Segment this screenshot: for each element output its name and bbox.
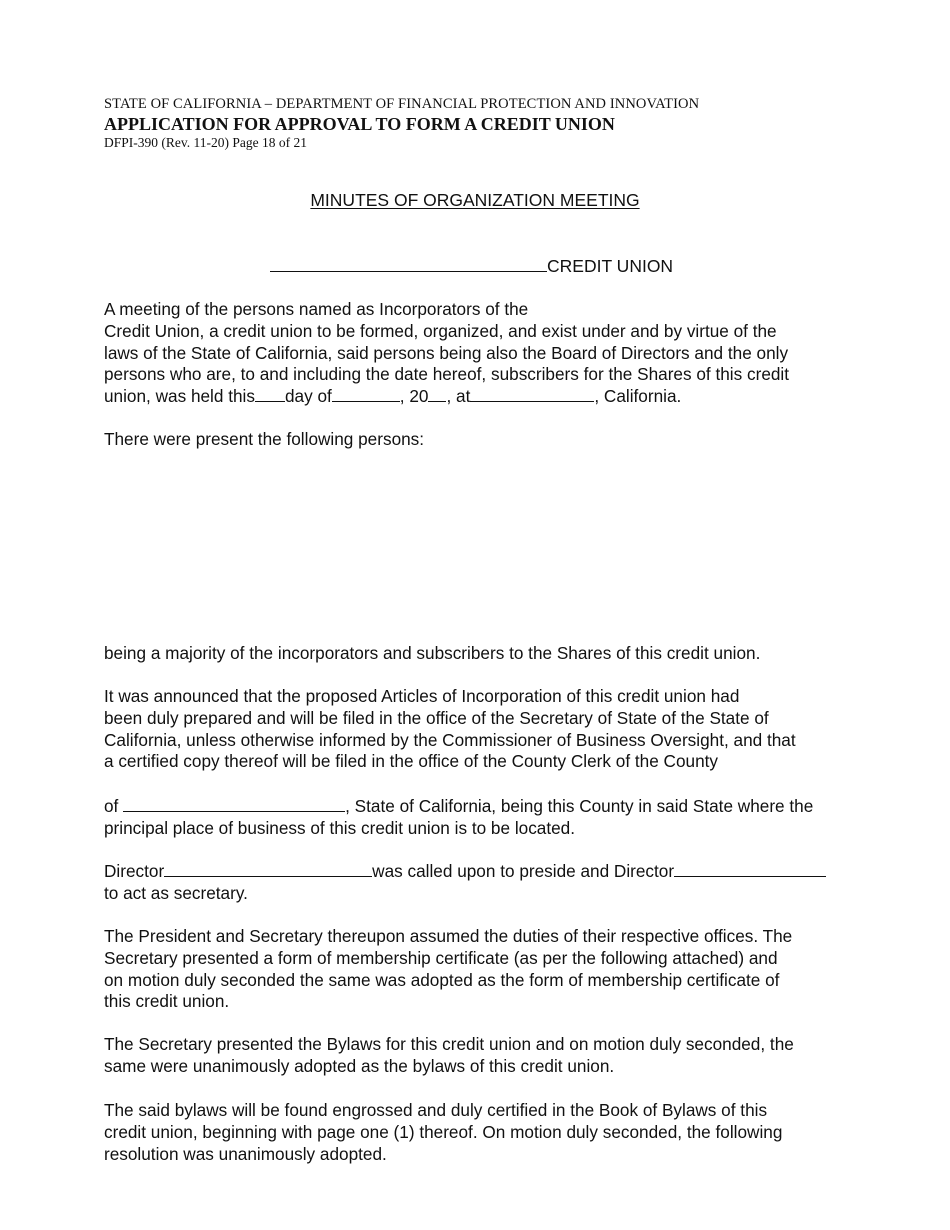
county-line bbox=[104, 796, 864, 818]
paragraph-line: been duly prepared and will be filed in the office of the Secretary of State of the State of bbox=[104, 707, 769, 728]
paragraph-line: laws of the State of California, said persons being also the Board of Directors and the only bbox=[104, 342, 789, 363]
year-blank[interactable] bbox=[428, 386, 446, 402]
paragraph-line: The President and Secretary thereupon assumed the duties of their respective offices. The bbox=[104, 926, 793, 946]
credit-union-name-blank[interactable] bbox=[270, 256, 547, 272]
agency-line: STATE OF CALIFORNIA – DEPARTMENT OF FINANCIAL PROTECTION AND INNOVATION bbox=[104, 96, 700, 112]
paragraph-line: principal place of business of this credit union is to be located. bbox=[104, 817, 576, 838]
preside-text: was called upon to preside and Director bbox=[372, 861, 675, 881]
paragraph-line: credit union, beginning with page one (1) thereof. On motion duly seconded, the following bbox=[104, 1121, 783, 1142]
california-text: , California. bbox=[594, 386, 682, 407]
document-heading-text: MINUTES OF ORGANIZATION MEETING bbox=[310, 190, 640, 210]
paragraph-line: persons who are, to and including the date hereof, subscribers for the Shares of this credit bbox=[104, 364, 790, 385]
paragraph-line: Secretary presented a form of membership certificate (as per the following attached) and bbox=[104, 947, 778, 968]
paragraph-line: The said bylaws will be found engrossed and duly certified in the Book of Bylaws of this bbox=[104, 1100, 768, 1120]
meeting-paragraph bbox=[104, 299, 864, 408]
day-blank[interactable] bbox=[255, 386, 285, 402]
paragraph-line: this credit union. bbox=[104, 991, 230, 1012]
month-blank[interactable] bbox=[332, 386, 400, 402]
director-prefix-text: Director bbox=[104, 861, 165, 881]
paragraph-line: a certified copy thereof will be filed in the office of the County Clerk of the County bbox=[104, 751, 718, 772]
paragraph-line: It was announced that the proposed Articles of Incorporation of this credit union had bbox=[104, 686, 740, 706]
bylaws-paragraph bbox=[104, 1034, 864, 1078]
director-paragraph bbox=[104, 861, 864, 905]
paragraph-line: A meeting of the persons named as Incorporators of the bbox=[104, 299, 529, 319]
articles-paragraph bbox=[104, 686, 864, 773]
engrossed-bylaws-paragraph bbox=[104, 1100, 864, 1165]
form-header bbox=[104, 96, 699, 151]
paragraph-line: to act as secretary. bbox=[104, 882, 248, 903]
paragraph-line: resolution was unanimously adopted. bbox=[104, 1143, 387, 1164]
paragraph-line: same were unanimously adopted as the bylaws of this credit union. bbox=[104, 1055, 615, 1076]
director-line bbox=[104, 861, 864, 883]
held-this-text: union, was held this bbox=[104, 386, 255, 407]
form-title: APPLICATION FOR APPROVAL TO FORM A CREDIT UNION bbox=[104, 114, 615, 134]
paragraph-line: Credit Union, a credit union to be formed, organized, and exist under and by virtue of the bbox=[104, 320, 777, 341]
credit-union-label: CREDIT UNION bbox=[547, 256, 674, 276]
secretary-director-blank[interactable] bbox=[674, 861, 826, 877]
at-text: , at bbox=[446, 386, 471, 407]
majority-statement: being a majority of the incorporators and subscribers to the Shares of this credit union. bbox=[104, 643, 761, 663]
credit-union-name-line bbox=[270, 256, 673, 277]
form-id-line: DFPI-390 (Rev. 11-20) Page 18 of 21 bbox=[104, 135, 307, 150]
county-paragraph bbox=[104, 796, 864, 840]
president-secretary-paragraph bbox=[104, 926, 864, 1013]
document-heading bbox=[0, 190, 950, 211]
county-blank[interactable] bbox=[123, 796, 345, 812]
present-persons-label: There were present the following persons: bbox=[104, 429, 425, 449]
year-prefix-text: , 20 bbox=[399, 386, 429, 407]
meeting-date-line bbox=[104, 386, 864, 408]
day-of-text: day of bbox=[284, 386, 332, 407]
paragraph-line: The Secretary presented the Bylaws for this credit union and on motion duly seconded, the bbox=[104, 1034, 794, 1054]
of-text: of bbox=[104, 796, 119, 816]
paragraph-line: California, unless otherwise informed by the Commissioner of Business Oversight, and that bbox=[104, 729, 796, 750]
location-blank[interactable] bbox=[470, 386, 594, 402]
paragraph-line: on motion duly seconded the same was adopted as the form of membership certificate of bbox=[104, 969, 780, 990]
county-suffix-text: , State of California, being this County in said State where the bbox=[345, 796, 814, 816]
presiding-director-blank[interactable] bbox=[164, 861, 372, 877]
